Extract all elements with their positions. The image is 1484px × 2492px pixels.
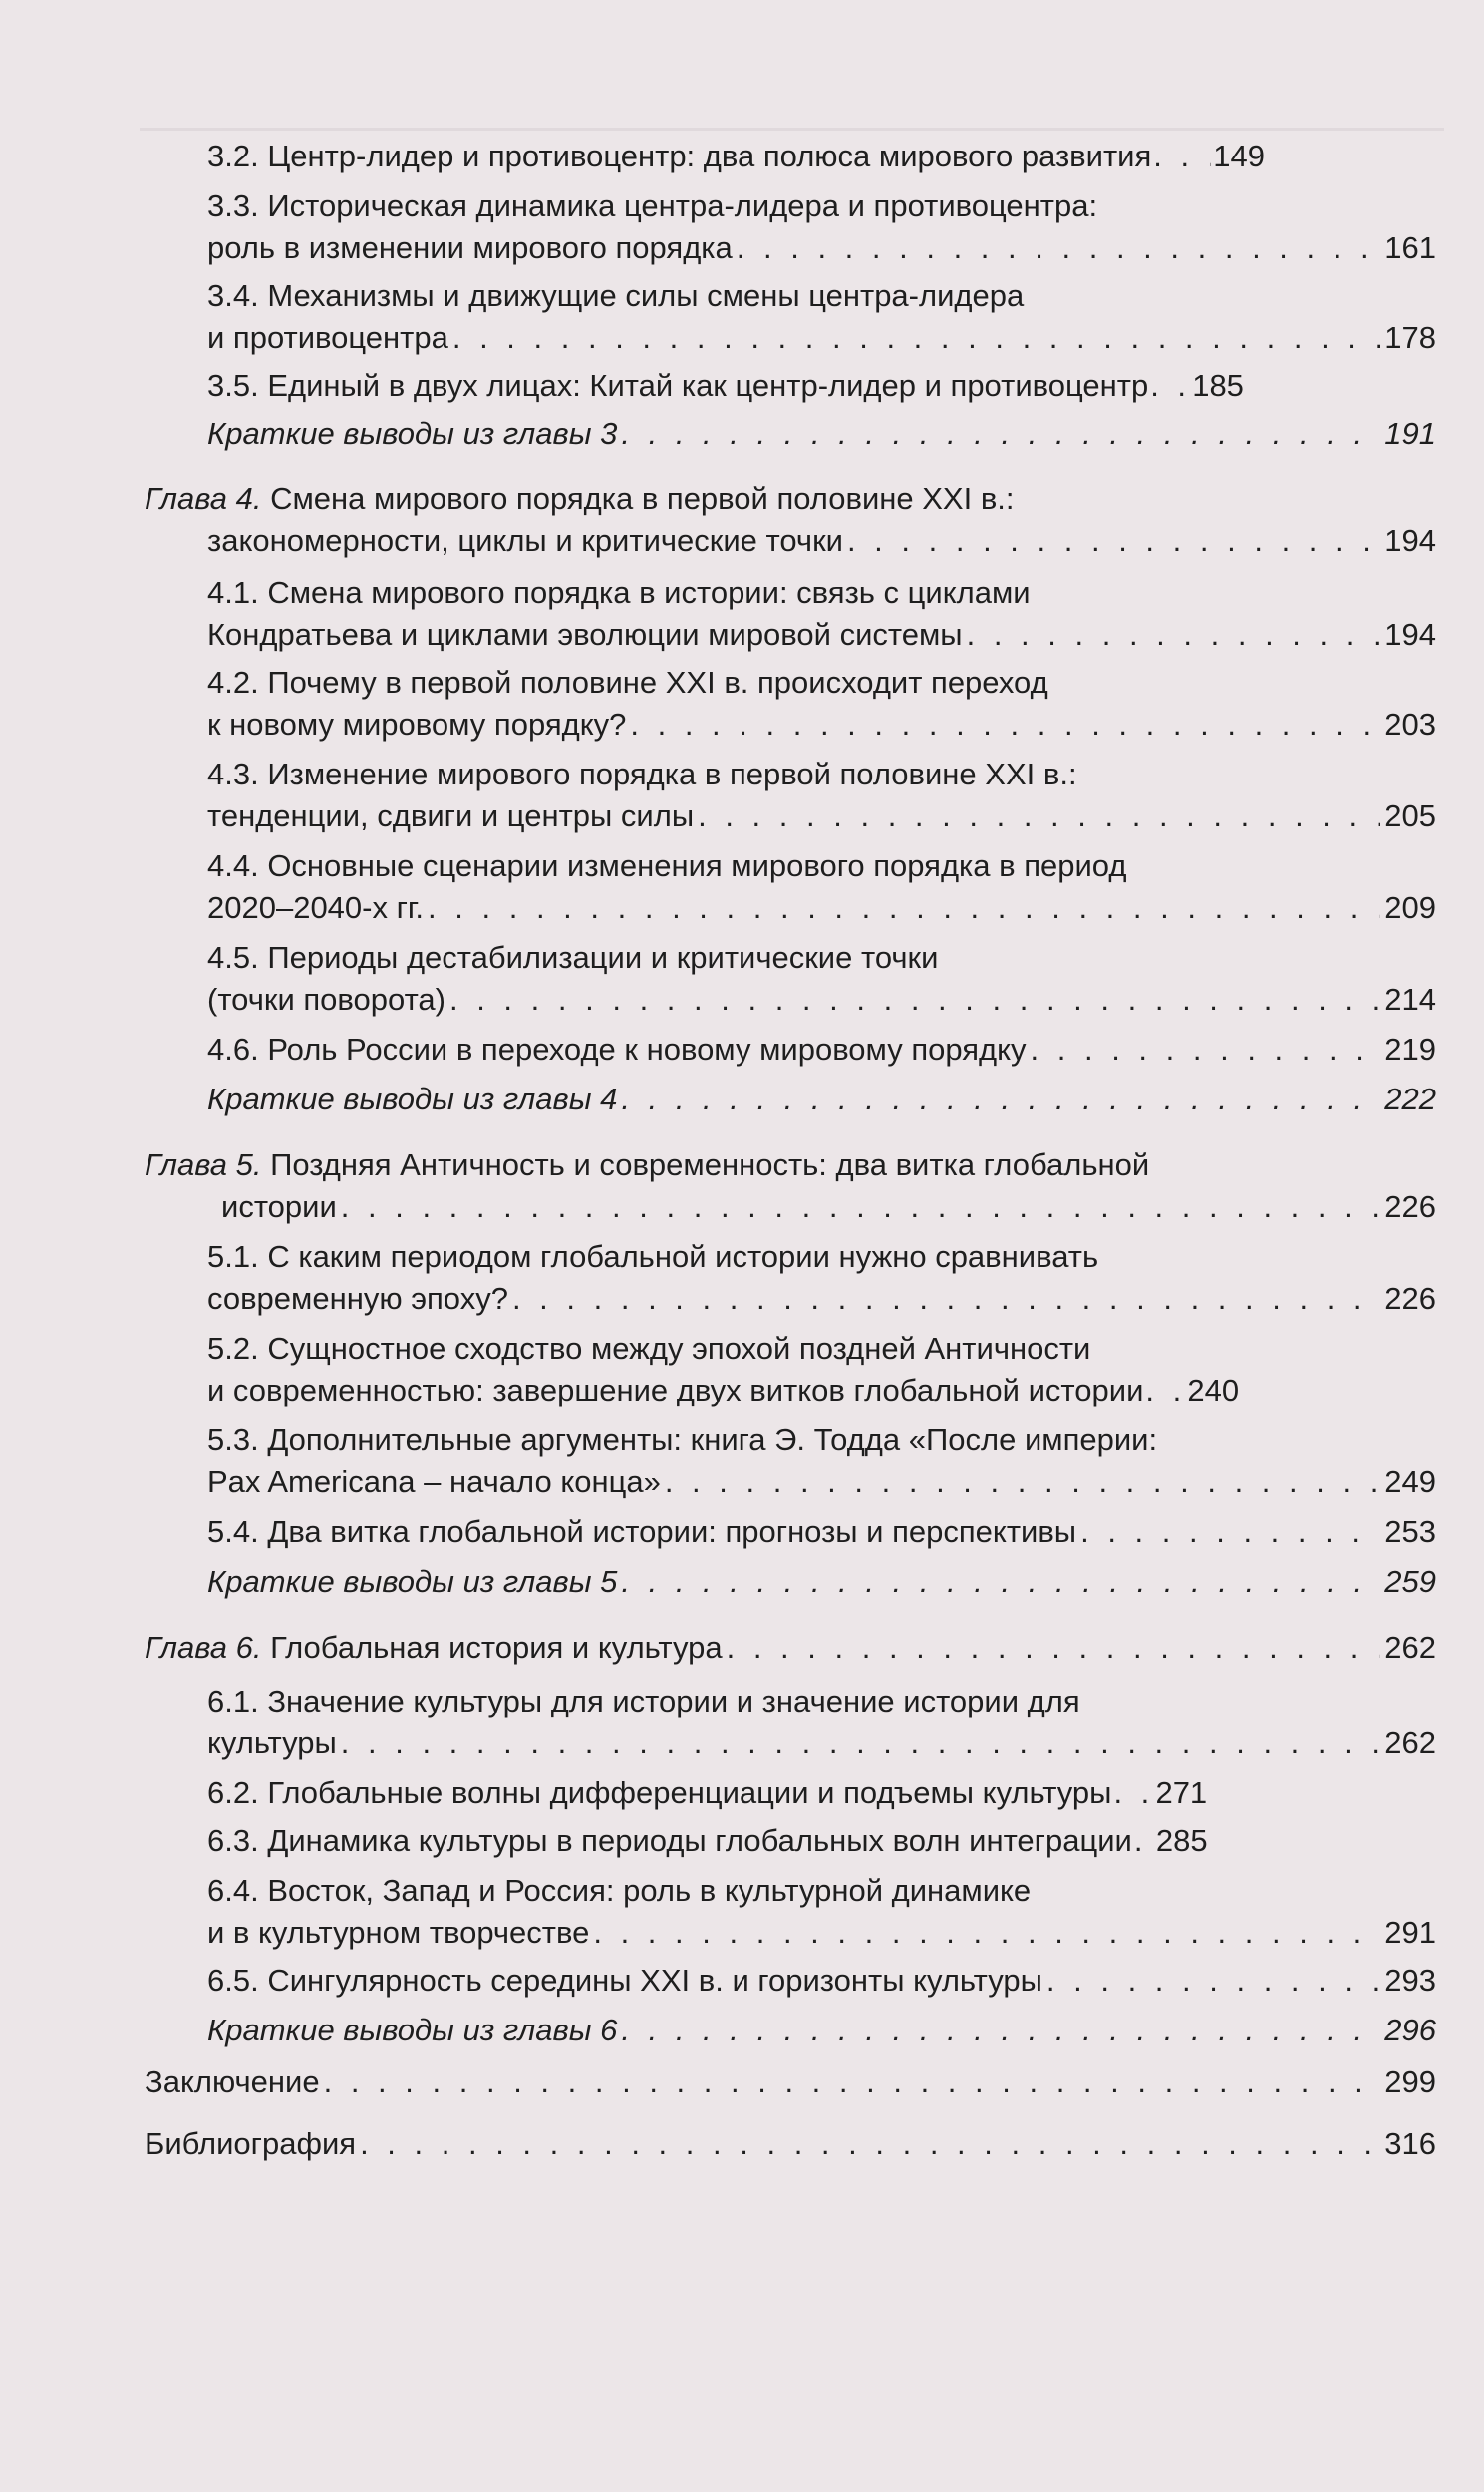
leader-dots — [967, 614, 1381, 656]
leader-dots — [727, 1627, 1381, 1669]
toc-bibliography — [145, 2123, 1436, 2165]
toc-entry-4-6 — [207, 1029, 1436, 1071]
toc-entry-6-1 — [207, 1681, 1436, 1764]
toc-entry-title-line: закономерности, циклы и критические точки — [207, 523, 843, 558]
toc-entry-title-line: 3.3. Историческая динамика центра-лидера и противоцентра: — [207, 188, 1098, 223]
page-number: 291 — [1384, 1915, 1436, 1950]
toc-entry-4-2 — [207, 662, 1436, 746]
leader-dots — [847, 520, 1380, 562]
leader-dots — [621, 2010, 1380, 2051]
page-number: 293 — [1384, 1963, 1436, 1998]
leader-dots — [512, 1278, 1380, 1320]
toc-entry-title: 3.2. Центр-лидер и противоцентр: два полюса мирового развития — [207, 139, 1152, 173]
page-number: 222 — [1384, 1082, 1436, 1116]
leader-dots — [630, 704, 1380, 746]
toc-entry-title-line: к новому мировому порядку? — [207, 707, 627, 742]
leader-dots — [1080, 1511, 1380, 1553]
toc-entry-3-4 — [207, 275, 1436, 359]
toc-entry-title-line: (точки поворота) — [207, 982, 445, 1017]
toc-entry-title-line: 2020–2040-х гг. — [207, 890, 425, 925]
toc-entry-title: 4.6. Роль России в переходе к новому мировому порядку — [207, 1032, 1027, 1067]
toc-entry-title: 3.5. Единый в двух лицах: Китай как центр-лидер и противоцентр — [207, 368, 1149, 403]
toc-entry-title-line: 3.4. Механизмы и движущие силы смены центра-лидера — [207, 278, 1025, 313]
toc-entry-title-line: и противоцентра — [207, 320, 448, 355]
leader-dots — [1031, 1029, 1381, 1071]
toc-entry-title: Краткие выводы из главы 4 — [207, 1082, 618, 1116]
leader-dots — [665, 1461, 1380, 1503]
toc-entry-5-3 — [207, 1419, 1436, 1503]
toc-entry-5-2 — [207, 1328, 1436, 1411]
page-number: 214 — [1384, 982, 1436, 1017]
toc-entry-title-line: истории — [221, 1189, 337, 1224]
toc-summary-6 — [207, 2010, 1436, 2051]
toc-summary-3 — [207, 413, 1436, 455]
toc-entry-title-line: и в культурном творчестве — [207, 1915, 590, 1950]
toc-entry-title-line: 6.4. Восток, Запад и Россия: роль в культурной динамике — [207, 1873, 1032, 1908]
toc-chapter-6 — [145, 1627, 1436, 1669]
page-number: 194 — [1384, 523, 1436, 558]
leader-dots — [1145, 1370, 1185, 1411]
toc-entry-3-2 — [207, 136, 1436, 177]
leader-dots — [1113, 1772, 1153, 1814]
toc-chapter-5 — [145, 1144, 1436, 1228]
leader-dots — [428, 887, 1380, 929]
toc-entry-6-5 — [207, 1960, 1436, 2002]
leader-dots — [698, 795, 1380, 837]
page-number: 185 — [1192, 368, 1244, 403]
toc-entry-title-line: 6.1. Значение культуры для истории и значение истории для — [207, 1684, 1080, 1718]
leader-dots — [360, 2123, 1380, 2165]
page-number: 226 — [1384, 1281, 1436, 1316]
leader-dots — [1134, 1820, 1154, 1862]
toc-entry-6-4 — [207, 1870, 1436, 1954]
leader-dots — [341, 1722, 1380, 1764]
toc-entry-title-line: Поздняя Античность и современность: два витка глобальной — [270, 1147, 1150, 1182]
page-number: 271 — [1155, 1775, 1208, 1810]
page-number: 194 — [1384, 617, 1436, 652]
leader-dots — [621, 413, 1380, 455]
toc-entry-title-line: 4.3. Изменение мирового порядка в первой половине XXI в.: — [207, 757, 1077, 791]
toc-entry-title-line: 5.2. Сущностное сходство между эпохой поздней Античности — [207, 1331, 1091, 1366]
toc-entry-title-line: Смена мирового порядка в первой половине XXI в.: — [270, 481, 1015, 516]
leader-dots — [449, 979, 1380, 1021]
leader-dots — [341, 1186, 1380, 1228]
toc-entry-3-3 — [207, 185, 1436, 269]
leader-dots — [1150, 365, 1190, 407]
toc-entry-title: Глобальная история и культура — [270, 1630, 723, 1665]
page-number: 299 — [1384, 2064, 1436, 2099]
toc-entry-title: 6.3. Динамика культуры в периоды глобальных волн интеграции — [207, 1823, 1132, 1858]
toc-entry-title-line: Кондратьева и циклами эволюции мировой системы — [207, 617, 963, 652]
toc-entry-title-line: современную эпоху? — [207, 1281, 508, 1316]
page-number: 316 — [1384, 2126, 1436, 2161]
leader-dots — [621, 1079, 1380, 1120]
page-number: 262 — [1384, 1725, 1436, 1760]
chapter-label: Глава 4. — [145, 481, 262, 516]
toc-summary-5 — [207, 1561, 1436, 1603]
page-number: 161 — [1384, 230, 1436, 265]
toc-entry-title: 6.2. Глобальные волны дифференциации и подъемы культуры — [207, 1775, 1112, 1810]
leader-dots — [737, 227, 1380, 269]
leader-dots — [621, 1561, 1380, 1603]
toc-entry-title-line: роль в изменении мирового порядка — [207, 230, 733, 265]
toc-conclusion — [145, 2061, 1436, 2103]
toc-entry-title: 6.5. Сингулярность середины XXI в. и горизонты культуры — [207, 1963, 1042, 1998]
toc-entry-title-line: 4.1. Смена мирового порядка в истории: связь с циклами — [207, 575, 1031, 610]
toc-entry-title: Краткие выводы из главы 3 — [207, 416, 618, 451]
page-number: 240 — [1187, 1373, 1240, 1407]
toc-entry-4-5 — [207, 937, 1436, 1021]
toc-entry-4-4 — [207, 845, 1436, 929]
page-number: 253 — [1384, 1514, 1436, 1549]
page-number: 219 — [1384, 1032, 1436, 1067]
leader-dots — [1046, 1960, 1380, 2002]
page-number: 249 — [1384, 1464, 1436, 1499]
toc-entry-title-line: культуры — [207, 1725, 337, 1760]
toc-chapter-4 — [145, 478, 1436, 562]
page-number: 209 — [1384, 890, 1436, 925]
leader-dots — [1153, 136, 1211, 177]
leader-dots — [324, 2061, 1381, 2103]
toc-entry-title-line: и современностью: завершение двух витков глобальной истории — [207, 1373, 1144, 1407]
toc-entry-5-4 — [207, 1511, 1436, 1553]
chapter-label: Глава 6. — [145, 1630, 262, 1665]
leader-dots — [452, 317, 1380, 359]
toc-entry-title-line: 4.4. Основные сценарии изменения мирового порядка в период — [207, 848, 1127, 883]
page-number: 178 — [1384, 320, 1436, 355]
page-number: 191 — [1384, 416, 1436, 451]
chapter-label: Глава 5. — [145, 1147, 262, 1182]
page-number: 203 — [1384, 707, 1436, 742]
toc-entry-title-line: тенденции, сдвиги и центры силы — [207, 798, 695, 833]
toc-entry-title: Краткие выводы из главы 6 — [207, 2013, 618, 2047]
page-number: 296 — [1384, 2013, 1436, 2047]
page-number: 259 — [1384, 1564, 1436, 1599]
toc-entry-title: Краткие выводы из главы 5 — [207, 1564, 618, 1599]
page-number: 285 — [1155, 1823, 1208, 1858]
toc-entry-5-1 — [207, 1236, 1436, 1320]
page-number: 262 — [1384, 1630, 1436, 1665]
toc-entry-title-line: 5.3. Дополнительные аргументы: книга Э. Тодда «После империи: — [207, 1422, 1158, 1457]
toc-summary-4 — [207, 1079, 1436, 1120]
leader-dots — [593, 1912, 1380, 1954]
toc-entry-4-1 — [207, 572, 1436, 656]
toc-entry-title-line: 4.2. Почему в первой половине XXI в. происходит переход — [207, 665, 1048, 700]
toc-entry-6-3 — [207, 1820, 1436, 1862]
toc-entry-title: Библиография — [145, 2126, 357, 2161]
page-number: 149 — [1213, 139, 1266, 173]
toc-entry-title-line: 5.1. С каким периодом глобальной истории нужно сравнивать — [207, 1239, 1099, 1274]
toc-entry-6-2 — [207, 1772, 1436, 1814]
toc-entry-4-3 — [207, 754, 1436, 837]
toc-entry-title: 5.4. Два витка глобальной истории: прогнозы и перспективы — [207, 1514, 1077, 1549]
toc-entry-title-line: Pax Americana – начало конца» — [207, 1464, 661, 1499]
toc-entry-title-line: 4.5. Периоды дестабилизации и критические точки — [207, 940, 939, 975]
toc-entry-3-5 — [207, 365, 1436, 407]
toc-entry-title: Заключение — [145, 2064, 320, 2099]
page-number: 205 — [1384, 798, 1436, 833]
page-number: 226 — [1384, 1189, 1436, 1224]
